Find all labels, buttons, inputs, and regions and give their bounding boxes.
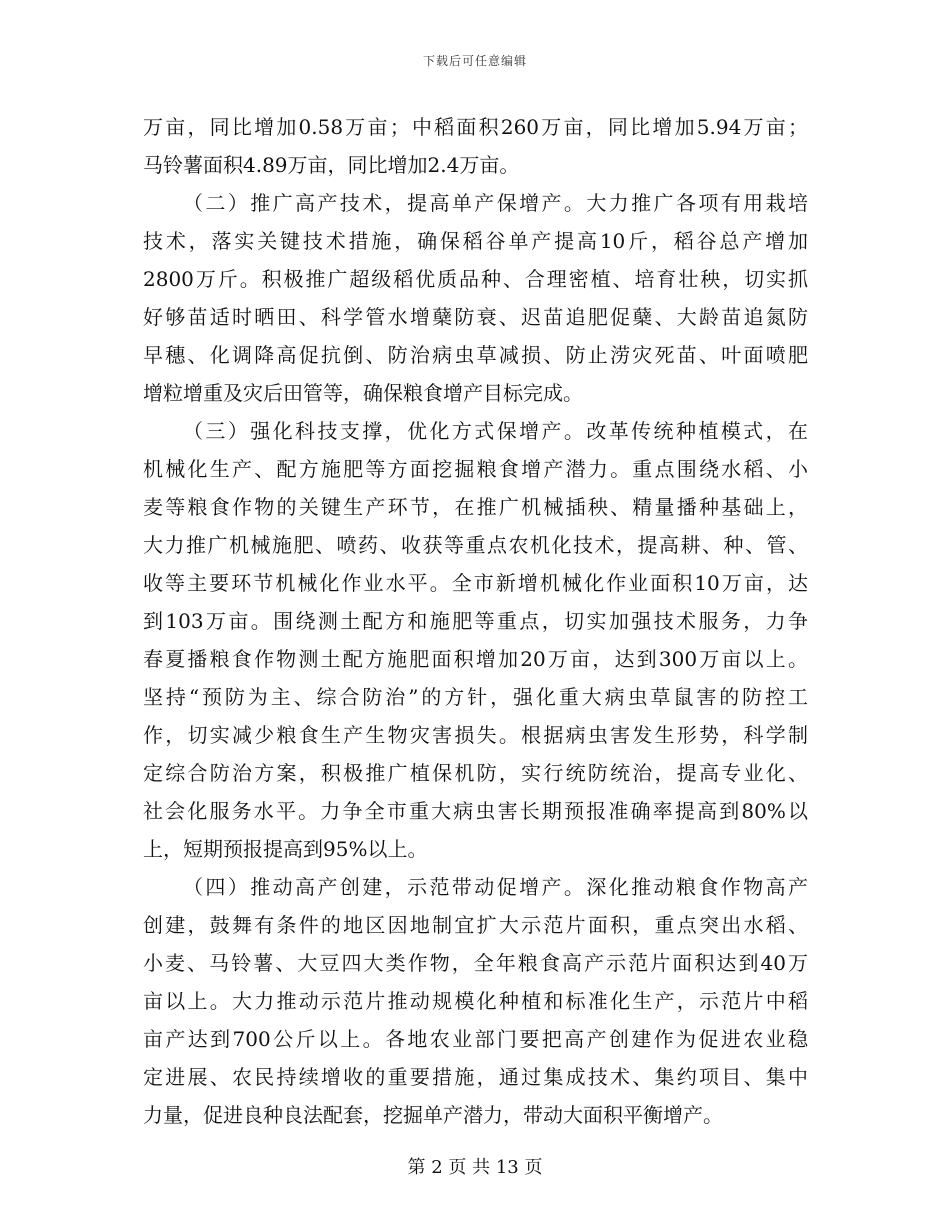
- document-body: [143, 108, 808, 1134]
- text-line: 力量，促进良种良法配套，挖掘单产潜力，带动大面积平衡增产。: [143, 1103, 723, 1127]
- text-line: 小麦、马铃薯、大豆四大类作物，全年粮食高产示范片面积达到40万: [143, 951, 808, 975]
- text-line: 到103万亩。围绕测土配方和施肥等重点，切实加强技术服务，力争: [143, 609, 808, 633]
- text-line: 机械化生产、配方施肥等方面挖掘粮食增产潜力。重点围绕水稻、小: [143, 457, 808, 481]
- text-line: 创建，鼓舞有条件的地区因地制宜扩大示范片面积，重点突出水稻、: [143, 913, 808, 937]
- paragraph: [143, 108, 808, 184]
- text-line: 社会化服务水平。力争全市重大病虫害长期预报准确率提高到80%以: [143, 799, 808, 823]
- text-line: 马铃薯面积4.89万亩，同比增加2.4万亩。: [143, 153, 520, 177]
- text-line: （二）推广高产技术，提高单产保增产。大力推广各项有用栽培: [183, 191, 808, 215]
- text-line: 定综合防治方案，积极推广植保机防，实行统防统治，提高专业化、: [143, 761, 808, 785]
- text-line: （三）强化科技支撑，优化方式保增产。改革传统种植模式，在: [183, 419, 808, 443]
- page-footer: 第 2 页 共 13 页: [407, 1157, 543, 1178]
- text-line: （四）推动高产创建，示范带动促增产。深化推动粮食作物高产: [183, 875, 808, 899]
- text-line: 增粒增重及灾后田管等，确保粮食增产目标完成。: [143, 381, 583, 405]
- text-line: 春夏播粮食作物测土配方施肥面积增加20万亩，达到300万亩以上。: [143, 647, 808, 671]
- text-line: 麦等粮食作物的关键生产环节，在推广机械插秧、精量播种基础上，: [143, 495, 808, 519]
- text-line: 亩以上。大力推动示范片推动规模化种植和标准化生产，示范片中稻: [143, 989, 808, 1013]
- paragraph: [143, 412, 808, 868]
- text-line: 亩产达到700公斤以上。各地农业部门要把高产创建作为促进农业稳: [143, 1027, 808, 1051]
- text-line: 坚持“预防为主、综合防治”的方针，强化重大病虫草鼠害的防控工: [143, 685, 808, 709]
- paragraph: [143, 868, 808, 1134]
- text-line: 定进展、农民持续增收的重要措施，通过集成技术、集约项目、集中: [143, 1065, 808, 1089]
- text-line: 万亩，同比增加0.58万亩；中稻面积260万亩，同比增加5.94万亩；: [143, 115, 808, 139]
- text-line: 作，切实减少粮食生产生物灾害损失。根据病虫害发生形势，科学制: [143, 723, 808, 747]
- text-line: 收等主要环节机械化作业水平。全市新增机械化作业面积10万亩，达: [143, 571, 808, 595]
- text-line: 大力推广机械施肥、喷药、收获等重点农机化技术，提高耕、种、管、: [143, 533, 808, 557]
- page-header: 下载后可任意编辑: [422, 54, 527, 68]
- text-line: 早穗、化调降高促抗倒、防治病虫草减损、防止涝灾死苗、叶面喷肥: [143, 343, 808, 367]
- paragraph: [143, 184, 808, 412]
- text-line: 上，短期预报提高到95%以上。: [143, 837, 428, 861]
- text-line: 2800万斤。积极推广超级稻优质品种、合理密植、培育壮秧，切实抓: [143, 267, 808, 291]
- text-line: 好够苗适时晒田、科学管水增蘖防衰、迟苗追肥促蘖、大龄苗追氮防: [143, 305, 808, 329]
- text-line: 技术，落实关键技术措施，确保稻谷单产提高10斤，稻谷总产增加: [143, 229, 808, 253]
